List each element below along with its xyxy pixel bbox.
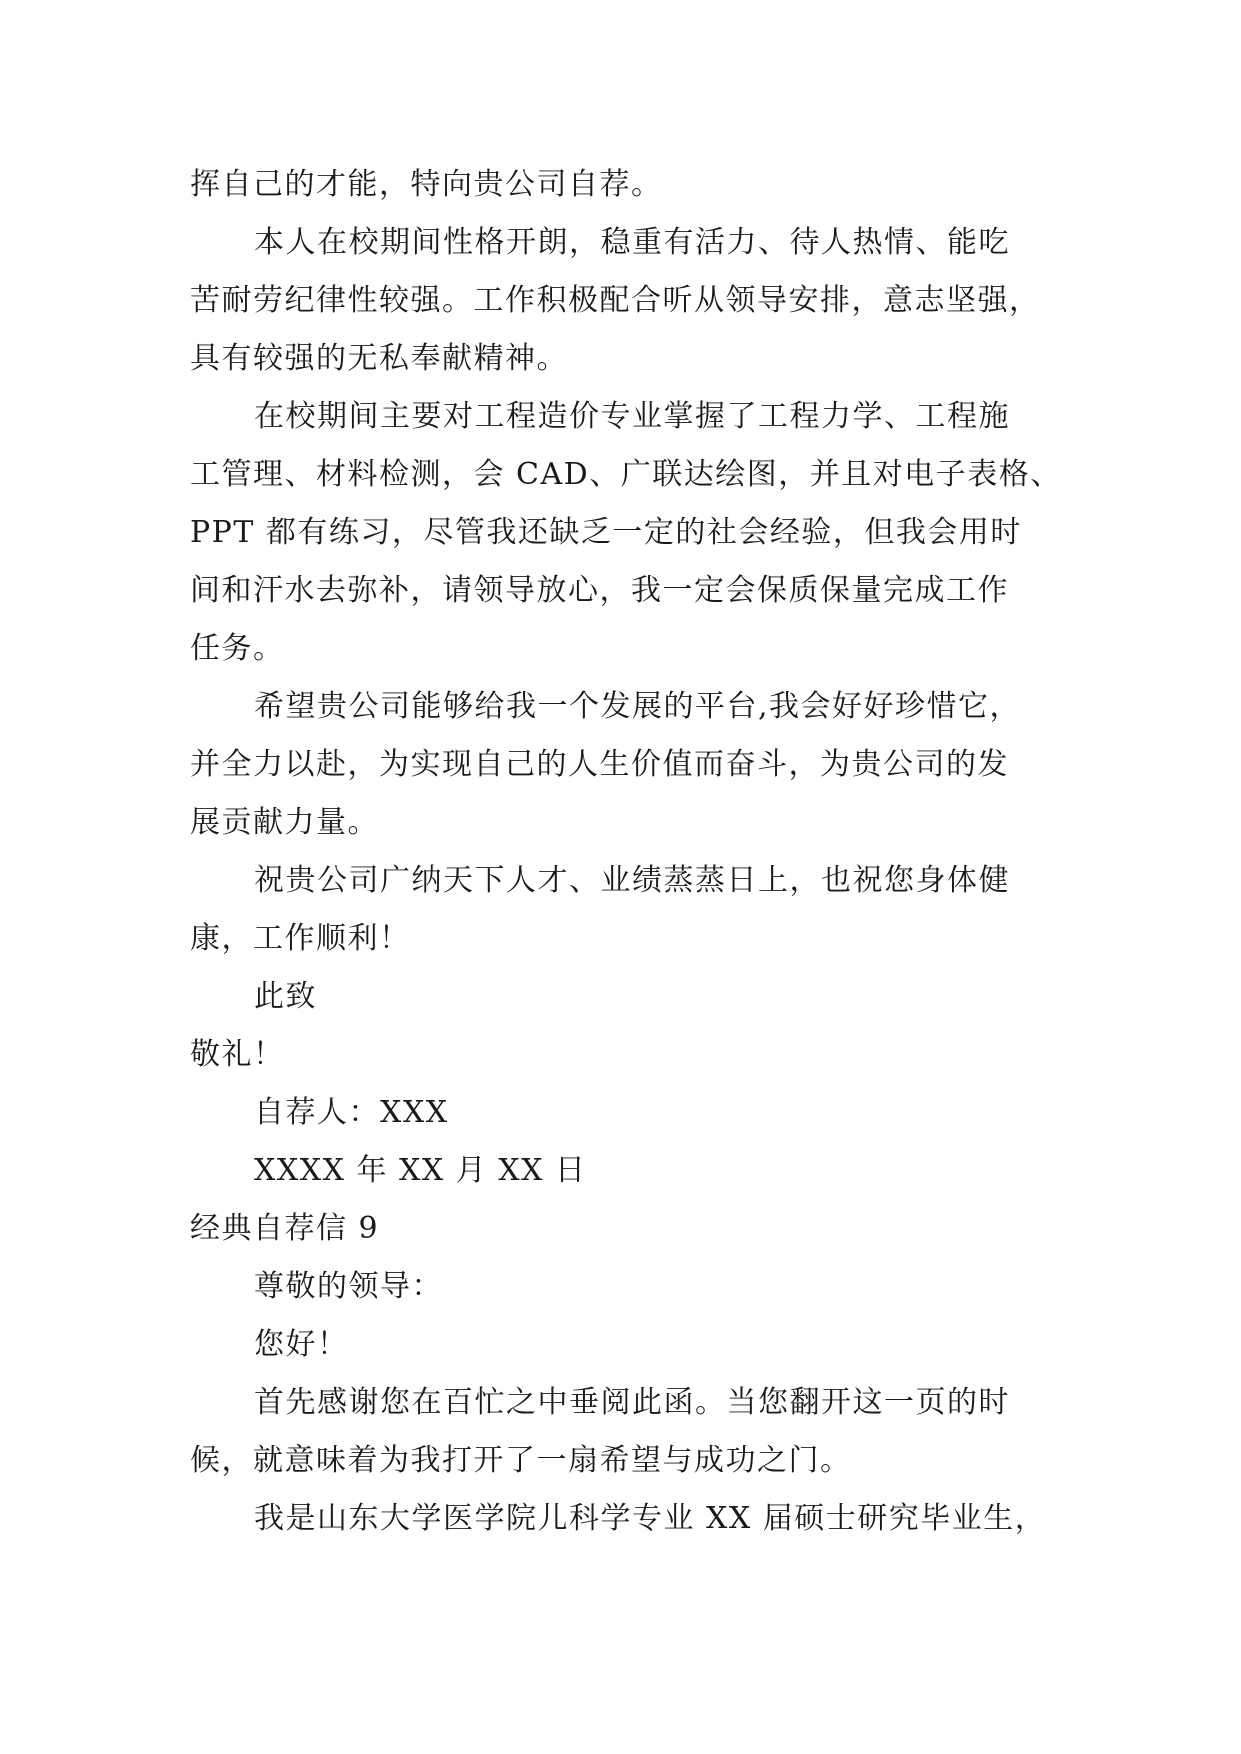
- date-line: XXXX 年 XX 月 XX 日: [254, 1153, 587, 1188]
- salutation: 尊敬的领导：: [254, 1269, 443, 1304]
- greeting: 您好！: [254, 1327, 349, 1362]
- text-line: 间和汗水去弥补，请领导放心，我一定会保质保量完成工作: [190, 573, 1009, 608]
- section-heading: 经典自荐信 9: [190, 1211, 380, 1246]
- text-line: 祝贵公司广纳天下人才、业绩蒸蒸日上，也祝您身体健: [254, 863, 1010, 898]
- text-line: 任务。: [190, 631, 285, 666]
- text-line: 康，工作顺利！: [190, 921, 411, 956]
- text-line: 我是山东大学医学院儿科学专业 XX 届硕士研究毕业生，: [254, 1501, 1047, 1536]
- closing-respect: 敬礼！: [190, 1037, 285, 1072]
- text-line: 展贡献力量。: [190, 805, 379, 840]
- closing-salutation: 此致: [254, 979, 317, 1014]
- text-line: 候，就意味着为我打开了一扇希望与成功之门。: [190, 1443, 852, 1478]
- text-line: 具有较强的无私奉献精神。: [190, 341, 568, 376]
- text-line: 并全力以赴，为实现自己的人生价值而奋斗，为贵公司的发: [190, 747, 1009, 782]
- text-line: 挥自己的才能，特向贵公司自荐。: [190, 167, 663, 202]
- text-line: 希望贵公司能够给我一个发展的平台,我会好好珍惜它，: [254, 689, 1022, 724]
- signature-line: 自荐人：XXX: [254, 1095, 449, 1130]
- text-line: 工管理、材料检测，会 CAD、广联达绘图，并且对电子表格、: [190, 457, 1062, 492]
- text-line: PPT 都有练习，尽管我还缺乏一定的社会经验，但我会用时: [190, 515, 1022, 550]
- text-line: 首先感谢您在百忙之中垂阅此函。当您翻开这一页的时: [254, 1385, 1010, 1420]
- letter-body: [190, 156, 1060, 1548]
- text-line: 在校期间主要对工程造价专业掌握了工程力学、工程施: [254, 399, 1010, 434]
- text-line: 苦耐劳纪律性较强。工作积极配合听从领导安排，意志坚强，: [190, 283, 1041, 318]
- text-line: 本人在校期间性格开朗，稳重有活力、待人热情、能吃: [254, 225, 1010, 260]
